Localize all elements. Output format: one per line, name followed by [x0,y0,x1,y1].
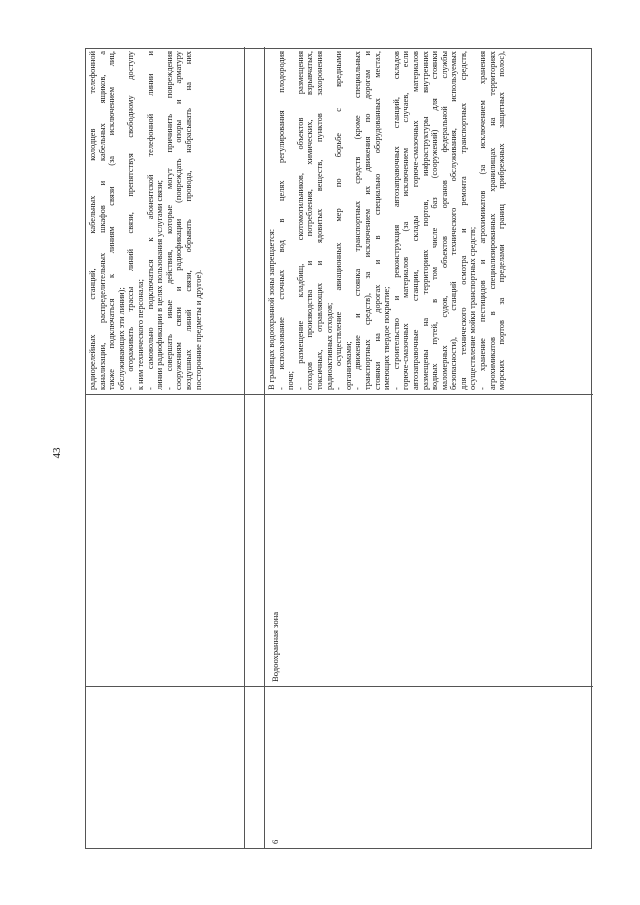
text-line: канализации, распределительных шкафов и кабельных ящиков, а [97,51,107,390]
text-line: - хранение пестицидов и агрохимикатов (за исключением хранения [478,51,488,390]
text-line: - размещение кладбищ, скотомогильников, объектов размещения [295,51,305,390]
cell-zone-2 [245,394,265,686]
text-line: морских портов за пределами границ прибрежных защитных полос), [497,51,507,390]
text-line: сооружениям связи и радиофикации (повреждать опоры и арматуру [174,51,184,390]
text-line: горюче-смазочных материалов (за исключением случаев, если [401,51,411,390]
text-line: - огораживать трассы линий связи, препятствуя свободному доступу [126,51,136,390]
text-line: почв; [286,371,296,390]
text-line: обслуживающих эти линии); [116,287,126,390]
text-line: радиоактивных отходов; [324,302,334,390]
text-line: токсичных, отравляющих и ядовитых веществ, пунктов захоронения [314,51,324,390]
text-line: агрохимикатов в специализированных хранилищах на территориях [487,51,497,390]
text-line: водных путей, в том числе баз (сооружений) для стоянки [430,51,440,390]
text-line: к ним технического персонала; [135,279,145,390]
cell-number-2 [245,686,265,848]
cell-number-3: 6 [265,686,593,848]
text-line: - движение и стоянка транспортных средств (кроме специальных [353,51,363,390]
text-line: - строительство и реконструкция автозаправочных станций, складов [391,51,401,390]
text-line: безопасности), станций технического обслуживания, используемых [449,51,459,390]
text-line: посторонние предметы и другое). [193,269,203,390]
text-line: организмами; [343,341,353,390]
cell-number-1 [86,686,245,848]
text-line: - совершать иные действия, которые могут причинить повреждения [164,51,174,390]
text-line: также подключаться к линиям связи (за исключением лиц, [107,51,117,390]
text-line: линии радиофикации в целях пользования услугами связи; [155,179,165,390]
text-line: - осуществление авиационных мер по борьбе с вредными [334,51,344,390]
restrictions-table [85,48,592,849]
text-line: В границах водоохранной зоны запрещается: [267,228,276,390]
text-line: транспортных средств), за исключением их движения по дорогам и [362,51,372,390]
cell-zone-3: Водоохранная зона [265,394,593,686]
text-line: маломерных судов, объектов органов федеральной службы [439,51,449,390]
cell-zone-1 [86,394,245,686]
text-line: осуществление мойки транспортных средств; [468,226,478,390]
text-line: для технического осмотра и ремонта транспортных средств, [458,51,468,390]
text-line: размещены на территориях портов, инфраструктуры внутренних [420,51,430,390]
page-number: 43 [51,447,63,459]
text-line: воздушных линий связи, обрывать провода, набрасывать на них [183,51,193,390]
text-line: - самовольно подключаться к абонентской телефонной линии и [145,51,155,390]
cell-source-2 [245,47,265,394]
table-wrapper [85,48,592,849]
text-line: радиорелейных станций, кабельных колодцев телефонной [88,51,97,390]
text-line: имеющих твердое покрытие; [382,286,392,390]
text-line: стоянки на дорогах и в специально оборудованных местах, [372,51,382,390]
text-line: автозаправочные станции, склады горюче-смазочных материалов [410,51,420,390]
text-line: отходов производства и потребления, химических, взрывчатых, [305,51,315,390]
cell-restrictions-3 [265,47,593,394]
cell-restrictions-1 [86,47,245,394]
text-line: - использование сточных вод в целях регулирования плодородия [276,51,286,390]
